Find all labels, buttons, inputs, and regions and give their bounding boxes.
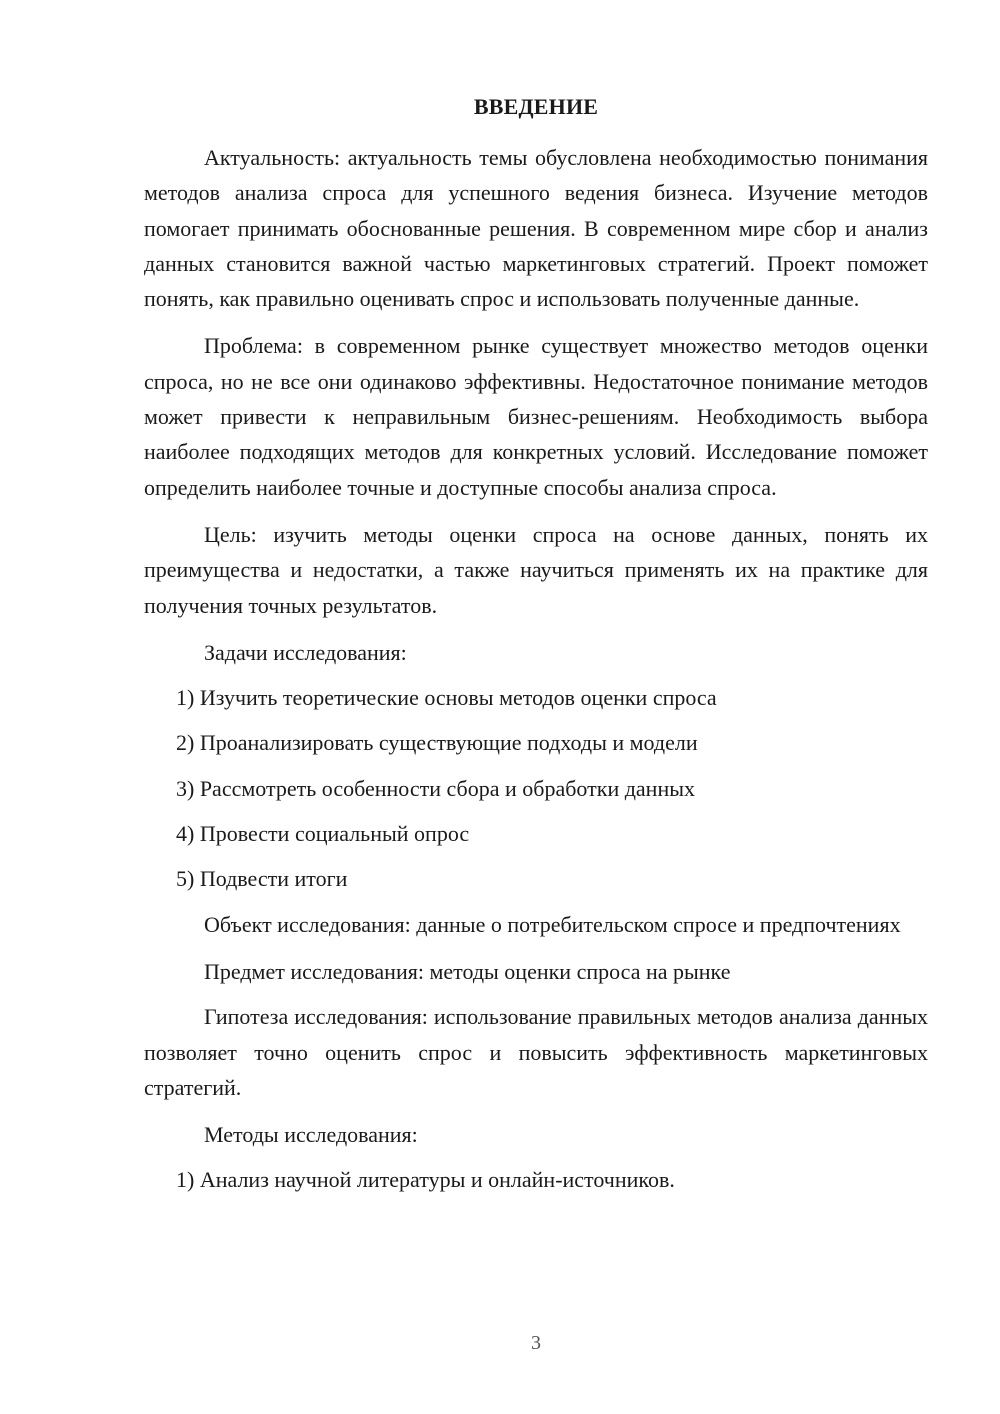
tasks-heading: Задачи исследования: [204, 639, 407, 665]
paragraph-hypothesis: Гипотеза исследования: использование правильных методов анализа данных позволяет точно оценить спрос и повысить эффективность маркетинговых стратегий. [144, 1004, 928, 1100]
page-number: 3 [531, 1332, 541, 1354]
task-item-5: 5) Подвести итоги [176, 866, 348, 892]
paragraph-subject: Предмет исследования: методы оценки спроса на рынке [204, 958, 731, 984]
paragraph-goal: Цель: изучить методы оценки спроса на основе данных, понять их преимущества и недостатки, а также научиться применять их на практике для получения точных результатов. [144, 521, 928, 618]
paragraph-object: Объект исследования: данные о потребительском спросе и предпочтениях [204, 911, 901, 937]
method-item-1: 1) Анализ научной литературы и онлайн-источников. [176, 1167, 675, 1193]
task-item-3: 3) Рассмотреть особенности сбора и обработки данных [176, 775, 695, 801]
paragraph-relevance: Актуальность: актуальность темы обусловлена необходимостью понимания методов анализа спроса для успешного ведения бизнеса. Изучение методов помогает принимать обоснованные решения. В современном мире сбор и анализ данных становится важной частью маркетинговых стратегий. Проект поможет понять, как правильно оценивать спрос и использовать полученные данные. [144, 145, 928, 312]
task-item-1: 1) Изучить теоретические основы методов оценки спроса [176, 685, 717, 711]
task-item-2: 2) Проанализировать существующие подходы и модели [176, 730, 698, 756]
paragraph-problem: Проблема: в современном рынке существует множество методов оценки спроса, но не все они одинаково эффективны. Недостаточное понимание методов может привести к неправильным бизнес-решениям. Необходимость выбора наиболее подходящих методов для конкретных условий. Исследование поможет определить наиболее точные и доступные способы анализа спроса. [144, 333, 928, 500]
page-title: ВВЕДЕНИЕ [473, 94, 599, 119]
task-item-4: 4) Провести социальный опрос [176, 821, 470, 847]
document-page [144, 92, 928, 1208]
methods-heading: Методы исследования: [204, 1122, 418, 1148]
